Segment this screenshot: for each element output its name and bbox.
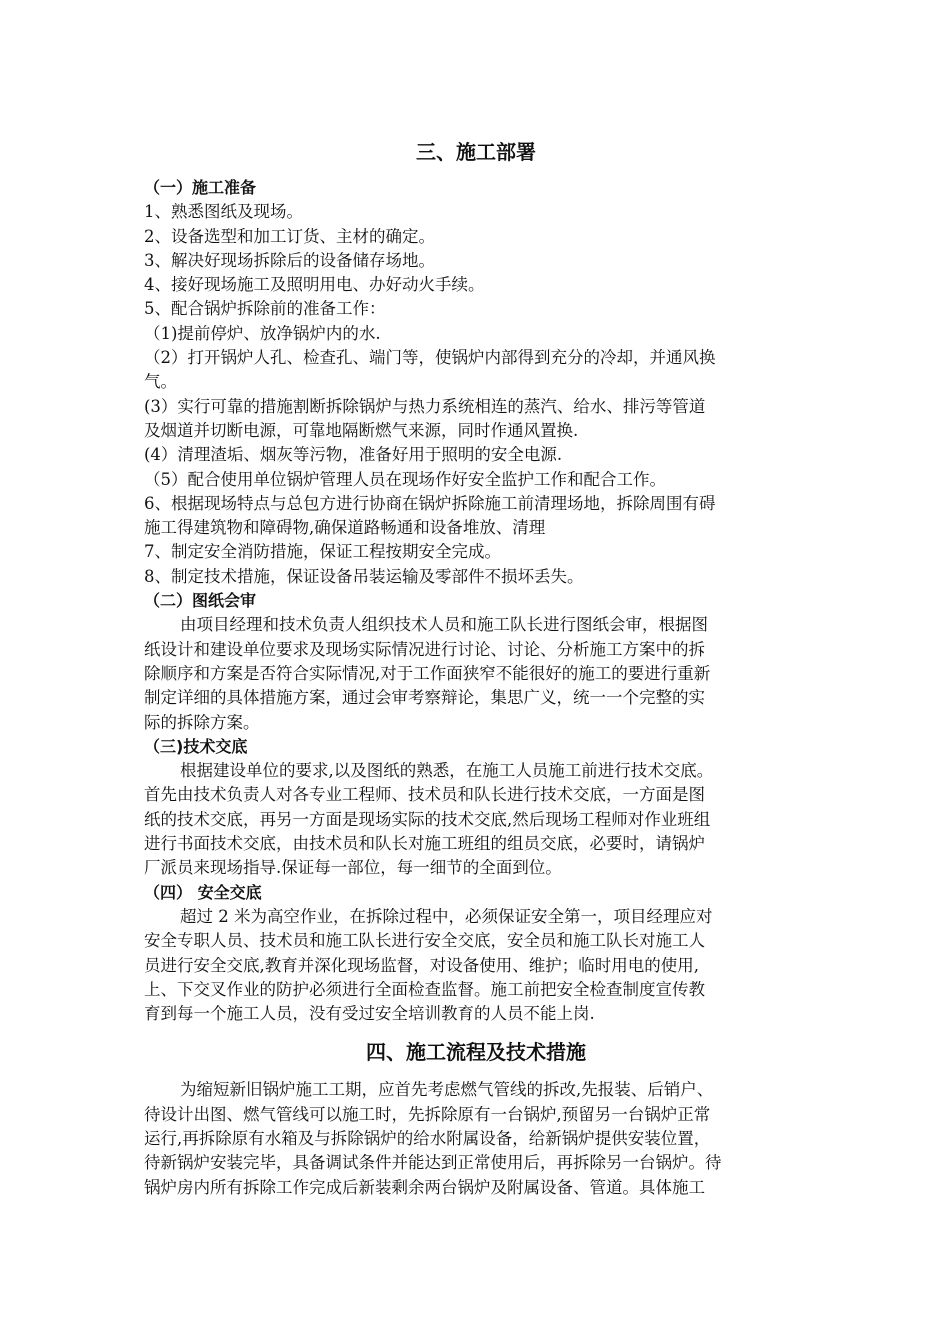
heading-construction-preparation: （一）施工准备 [144, 178, 257, 197]
tech-line: 厂派员来现场指导.保证每一部位，每一细节的全面到位。 [144, 858, 562, 878]
section-title-construction-deployment: 三、施工部署 [416, 140, 536, 164]
prep-line: (4）清理渣垢、烟灰等污物，准备好用于照明的安全电源. [144, 445, 563, 465]
tech-line: 首先由技术负责人对各专业工程师、技术员和队长进行技术交底，一方面是图 [144, 785, 705, 805]
heading-technical-briefing: （三)技术交底 [144, 736, 248, 756]
process-line: 为缩短新旧锅炉施工工期，应首先考虑燃气管线的拆改,先报装、后销户、 [180, 1080, 714, 1100]
safety-line: 上、下交叉作业的防护必须进行全面检查监督。施工前把安全检查制度宣传教 [144, 979, 705, 999]
tech-line: 进行书面技术交底，由技术员和队长对施工班组的组员交底，必要时，请锅炉 [144, 834, 705, 854]
prep-line: （2）打开锅炉人孔、检查孔、端门等，使锅炉内部得到充分的冷却，并通风换 [144, 348, 716, 368]
prep-line: 4、接好现场施工及照明用电、办好动火手续。 [144, 275, 485, 295]
process-line: 锅炉房内所有拆除工作完成后新装剩余两台锅炉及附属设备、管道。具体施工 [144, 1177, 705, 1197]
process-line: 待设计出图、燃气管线可以施工时，先拆除原有一台锅炉,预留另一台锅炉正常 [144, 1104, 711, 1124]
review-line: 除顺序和方案是否符合实际情况,对于工作面狭窄不能很好的施工的要进行重新 [144, 663, 711, 683]
review-line: 由项目经理和技术负责人组织技术人员和施工队长进行图纸会审，根据图 [180, 615, 708, 635]
heading-safety-briefing: （四） 安全交底 [144, 882, 262, 902]
tech-line: 根据建设单位的要求,以及图纸的熟悉，在施工人员施工前进行技术交底。 [180, 761, 714, 781]
prep-line: （1)提前停炉、放净锅炉内的水. [144, 323, 381, 343]
review-line: 际的拆除方案。 [144, 712, 260, 732]
prep-line: 施工得建筑物和障碍物,确保道路畅通和设备堆放、清理 [144, 518, 546, 538]
safety-line: 员进行安全交底,教育并深化现场监督，对设备使用、维护；临时用电的使用, [144, 955, 699, 975]
prep-line: 3、解决好现场拆除后的设备储存场地。 [144, 250, 435, 270]
prep-line: 1、熟悉图纸及现场。 [144, 202, 303, 222]
prep-line: 8、制定技术措施，保证设备吊装运输及零部件不损坏丢失。 [144, 566, 584, 586]
document-body [144, 132, 808, 1200]
heading-drawing-review: （二）图纸会审 [144, 591, 257, 611]
review-line: 制定详细的具体措施方案，通过会审考察辩论，集思广义，统一一个完整的实 [144, 688, 705, 708]
prep-line: 7、制定安全消防措施，保证工程按期安全完成。 [144, 542, 501, 562]
prep-line: 气。 [144, 372, 177, 392]
process-line: 运行,再拆除原有水箱及与拆除锅炉的给水附属设备，给新锅炉提供安装位置， [144, 1128, 711, 1148]
safety-line: 超过 2 米为高空作业，在拆除过程中，必须保证安全第一，项目经理应对 [180, 906, 713, 926]
prep-line: 2、设备选型和加工订货、主材的确定。 [144, 226, 435, 246]
safety-line: 安全专职人员、技术员和施工队长进行安全交底，安全员和施工队长对施工人 [144, 931, 705, 951]
prep-line: 5、配合锅炉拆除前的准备工作： [144, 299, 386, 319]
tech-line: 纸的技术交底，再另一方面是现场实际的技术交底,然后现场工程师对作业班组 [144, 809, 711, 829]
safety-line: 育到每一个施工人员，没有受过安全培训教育的人员不能上岗. [144, 1004, 595, 1024]
process-line: 待新锅炉安装完毕，具备调试条件并能达到正常使用后，再拆除另一台锅炉。待 [144, 1153, 722, 1173]
prep-line: 6、根据现场特点与总包方进行协商在锅炉拆除施工前清理场地，拆除周围有碍 [144, 493, 716, 513]
prep-line: 及烟道并切断电源，可靠地隔断燃气来源，同时作通风置换. [144, 420, 579, 440]
prep-line: (3）实行可靠的措施割断拆除锅炉与热力系统相连的蒸汽、给水、排污等管道 [144, 396, 706, 416]
prep-line: （5）配合使用单位锅炉管理人员在现场作好安全监护工作和配合工作。 [144, 469, 666, 489]
review-line: 纸设计和建设单位要求及现场实际情况进行讨论、讨论、分析施工方案中的拆 [144, 639, 705, 659]
section-title-construction-process: 四、施工流程及技术措施 [366, 1040, 586, 1065]
